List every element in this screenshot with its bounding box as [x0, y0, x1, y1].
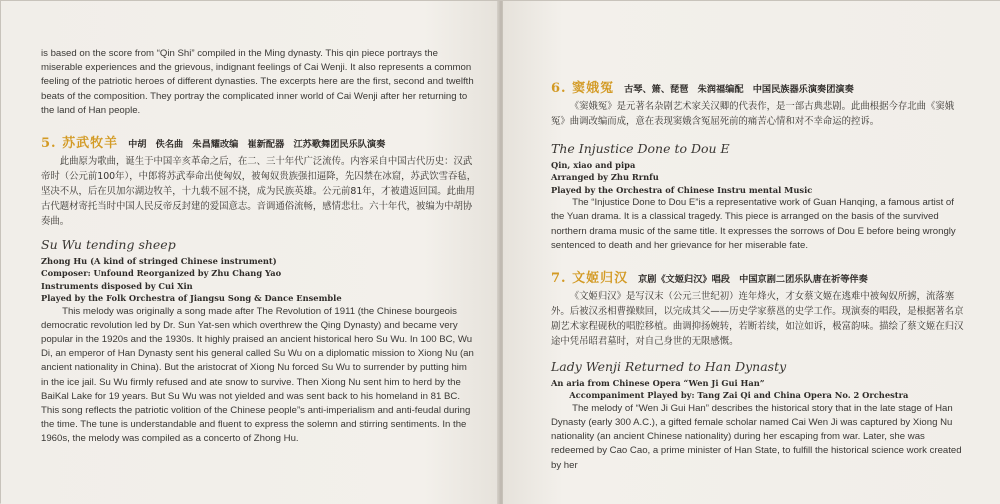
track-title-en: Su Wu tending sheep: [41, 237, 176, 253]
credit-line: Zhong Hu (A kind of stringed Chinese instrument): [41, 256, 277, 267]
section-header: [551, 77, 965, 96]
section-header: [41, 132, 477, 151]
credit-line: Qin, xiao and pipa: [551, 160, 636, 170]
intro-paragraph: is based on the score from “Qin Shi” compiled in the Ming dynasty. This qin piece portrays the miserable experiences and the grievous, indignant feelings of Cai Wenji. It also represents a common feeling of the patriotic heroes of different dynasties. The excerpts here are the first, second and twelfth beats of the composition. They portray the complicated inner world of Cai Wenji after her returning to the land of Han people.: [41, 48, 474, 116]
description-cn: 《窦娥冤》是元著名杂剧艺术家关汉卿的代表作，是一部古典悲剧。此曲根据今存北曲《窦娥冤》曲调改编而成，意在表现窦娥含冤屈死前的痛苦心情和对不幸命运的控诉。: [551, 101, 955, 127]
section-credits-cn: 古琴、箫、琵琶 朱润福编配 中国民族器乐演奏团演奏: [624, 84, 854, 95]
credit-line: Accompaniment Played by: Tang Zai Qi and China Opera No. 2 Orchestra: [569, 390, 909, 401]
credit-line: Instruments disposed by Cui Xin: [41, 280, 193, 291]
section-credits-cn: 京剧《文姬归汉》唱段 中国京剧二团乐队唐在祈等伴奏: [638, 274, 868, 286]
section-credits-cn: 中胡 佚名曲 朱昌耀改编 崔新配器 江苏歌舞团民乐队演奏: [128, 139, 386, 151]
section-number-title: 6. 窦娥冤: [551, 81, 615, 96]
section-su-wu: [41, 132, 477, 447]
track-title-en: Lady Wenji Returned to Han Dynasty: [551, 359, 787, 375]
credit-line: Played by the Folk Orchestra of Jiangsu Song & Dance Ensemble: [41, 293, 342, 304]
description-en: The “Injustice Done to Dou E”is a representative work of Guan Hanqing, a famous artist of the Yuan drama. It is a classical tragedy. This piece is arranged on the basis of the survived northern drama music of the same title. It expresses the sorrows of Dou E before being wrongly sentenced to death and her grievance for her miserable fate.: [551, 197, 956, 251]
section-dou-e: [551, 77, 965, 253]
description-cn: 此曲原为歌曲，诞生于中国辛亥革命之后，在二、三十年代广泛流传。内容采自中国古代历史：汉武帝时（公元前100年），中郎将苏武奉命出使匈奴，被匈奴贵族强扣逼降，先囚禁在冰窟，苏武饮雪吞毡，坚决不从，后在贝加尔湖边牧羊，十九载不屈不挠，成为民族英雄。公元前81年，才被遣返回国。此曲用古代题材寄托当时中国人民反帝反封建的爱国意志。音调通俗流畅，感情悲壮。六十年代，被编为中胡协奏曲。: [41, 156, 477, 228]
left-page: [1, 1, 499, 504]
credit-line: Arranged by Zhu Rrnfu: [551, 172, 659, 183]
description-en: This melody was originally a song made after The Revolution of 1911 (the Chinese bourgeois democratic revolution led by Dr. Sun Yat-sen which overthrew the Qing Dynasty) and became very popular in the 1920s and the 1930s. It highly praised an ancient historical hero Su Wu. In 100 BC, Wu Di, an emperor of Han Dynasty sent his general called Su Wu on a diplomatic mission to Xiong Nu (an ancient nationality in China). But the aristocrat of Xiong Nu forced Su Wu to surrender by putting him in the ice jail. Su Wu firmly refused and ate snow to survive. Then Xiong Nu sent him to herd by the BaiKal Lake for 19 years. But Su Wu was not yielded and was sent back to his homeland in 81 BC. This song reflects the patriotic volition of the Chinese people”s anti-imperialism and anti-feudal during the time. The tune is understandable and fluent to express the solemn and stirring sentiments. In the 1960s, the melody was compiled as a concerto of Zhong Hu.: [41, 305, 474, 445]
credit-line: Composer: Unfound Reorganized by Zhu Chang Yao: [41, 268, 282, 279]
section-number-title: 7. 文姬归汉: [551, 271, 629, 287]
credit-line: Played by the Orchestra of Chinese Instru mental Music: [551, 184, 813, 195]
track-title-en: The Injustice Done to Dou E: [551, 141, 730, 156]
right-page: [503, 1, 1000, 504]
section-wenji: [551, 267, 965, 473]
description-en: The melody of “Wen Ji Gui Han” describes the historical story that in the late stage of Han Dynasty (early 300 A.C.), a gifted female scholar named Cai Wen Ji was captured by Xiong Nu nationality (an ancient Chinese nationality) during her escaping from war. Later, she was redeemed by Cao Cao, a prime minister of Han State, to fulfill the historical science work created by her: [551, 402, 962, 471]
section-number-title: 5. 苏武牧羊: [41, 136, 119, 152]
section-header: [551, 267, 965, 286]
description-cn: 《文姬归汉》是写汉末（公元三世纪初）连年烽火，才女蔡文姬在逃难中被匈奴所掳，流落塞外。后被汉丞相曹操赎回，以完成其父——历史学家蔡邕的史学工作。现演奏的唱段，是根据著名京剧艺术家程砚秋的唱腔移植。曲调抑扬婉转，若断若续，如泣如诉，极富韵味。描绘了蔡文姬在归汉途中凭吊昭君墓时，对自己身世的无限感慨。: [551, 291, 964, 348]
credit-line: An aria from Chinese Opera “Wen Ji Gui Han”: [551, 378, 765, 389]
